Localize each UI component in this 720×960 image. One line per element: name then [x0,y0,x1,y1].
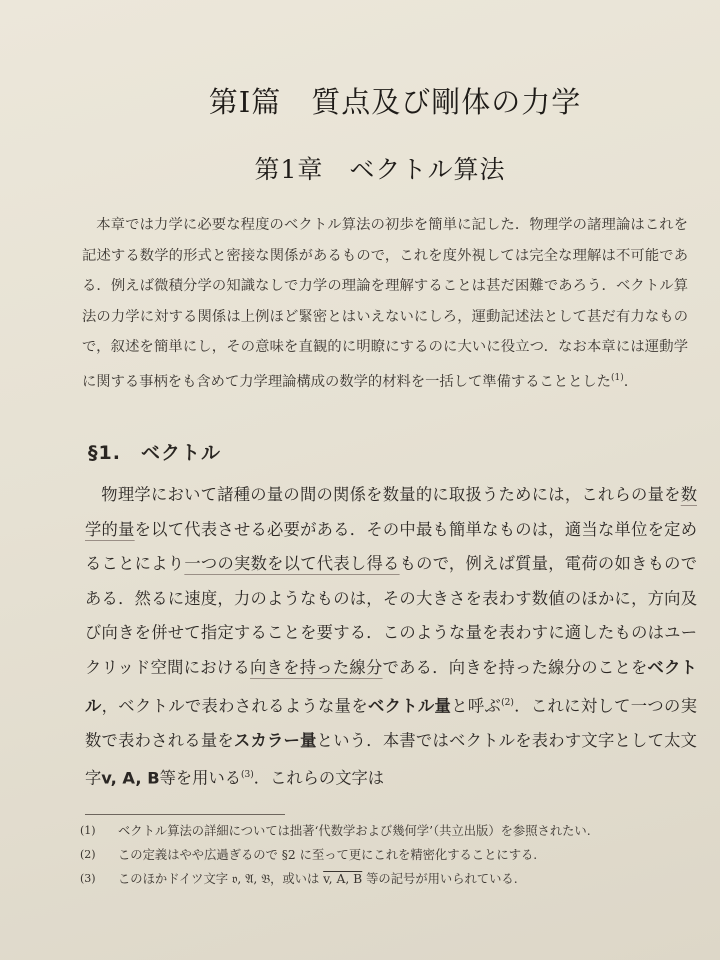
bold-term-vector: ベクトル [85,657,697,715]
body-text-7: ．これに対して一つの実数で表わされる量を [85,695,697,750]
footnotes [78,820,698,892]
footnote-ref-1: (1) [610,372,624,383]
footnote-1 [78,820,698,842]
footnote-text-post: 等の記号が用いられている. [362,872,518,886]
footnote-text: ベクトル算法の詳細については拙著‘代数学および幾何学’（共立出版）を参照されたい. [118,824,591,838]
footnote-text [118,868,698,890]
underlined-phrase-3: 向きを持った線分 [250,657,383,677]
underlined-phrase-2: 一つの実数を以て代表し得る [184,554,400,574]
footnote-ref-3: (3) [241,770,254,781]
footnote-mark: (1) [80,824,96,837]
body-text-5: ，ベクトルで表わされるような量を [101,695,368,715]
chapter-title: 第1章 ベクトル算法 [254,155,506,184]
intro-end: . [623,373,629,390]
intro-paragraph [82,210,688,397]
body-text-6: と呼ぶ [451,695,502,715]
chapter-intro [82,210,688,397]
footnote-mark: (2) [80,848,96,861]
body-text-3: もので，例えば質量，電荷の如きものである．然るに速度，力のようなものは，その大きさを表わす数値のほかに，方向及び向きを併せて指定することを要する．このような量を表わすに適したものはユークリッド空間における [85,554,697,677]
underlined-phrase-1: 数学的量 [85,485,697,539]
footnote-ref-2: (2) [501,697,514,708]
body-paragraph [85,478,697,796]
arrow-vector-letters: v, A, B [323,872,363,886]
section-title: §1. ベクトル [88,442,221,464]
intro-text: 本章では力学に必要な程度のベクトル算法の初歩を簡単に記した．物理学の諸理論はこれを記述する数学的形式と密接な関係があるもので，これを度外視しては完全な理解は不可能である．例えば微積分学の知識なしで力学の理論を理解することは甚だ困難であろう．ベクトル算法の力学に対する関係は上例ほど緊密とはいえないにしろ，運動記述法として甚だ有力なもので，叙述を簡単にし，その意味を直観的に明瞭にするのに大いに役立つ．なお本章には運動学に関する事柄をも含めて力学理論構成の数学的材料を一括して準備することとした [82,217,688,390]
body-text-10: ．これらの文字は [253,768,385,788]
footnote-text-pre: このほかドイツ文字 𝔳, 𝔄, 𝔅，或いは [118,872,324,886]
footnote-divider [85,814,285,815]
bold-term-scalar-quantity: スカラー量 [233,730,317,750]
footnote-text: この定義はやや広過ぎるので §2 に至って更にこれを精密化することにする. [118,848,538,862]
body-text-9: 等を用いる [159,768,242,788]
footnote-3 [78,868,698,890]
body-text-1: 物理学において諸種の量の間の関係を数量的に取扱うためには，これらの量を [101,485,681,504]
body-text-4: である．向きを持った線分のことを [382,657,648,677]
body-text-8: という．本書ではベクトルを表わす文字として太文字 [85,730,697,788]
bold-term-vector-quantity: ベクトル量 [367,695,452,715]
section-body [85,478,697,796]
footnote-2 [78,844,698,866]
body-text-2: を以て代表させる必要がある．その中最も簡単なものは，適当な単位を定めることにより [85,519,697,574]
part-title: 第Ⅰ篇 質点及び剛体の力学 [208,85,582,119]
bold-vector-letters: v, A, B [101,768,160,788]
footnote-mark: (3) [80,872,96,885]
